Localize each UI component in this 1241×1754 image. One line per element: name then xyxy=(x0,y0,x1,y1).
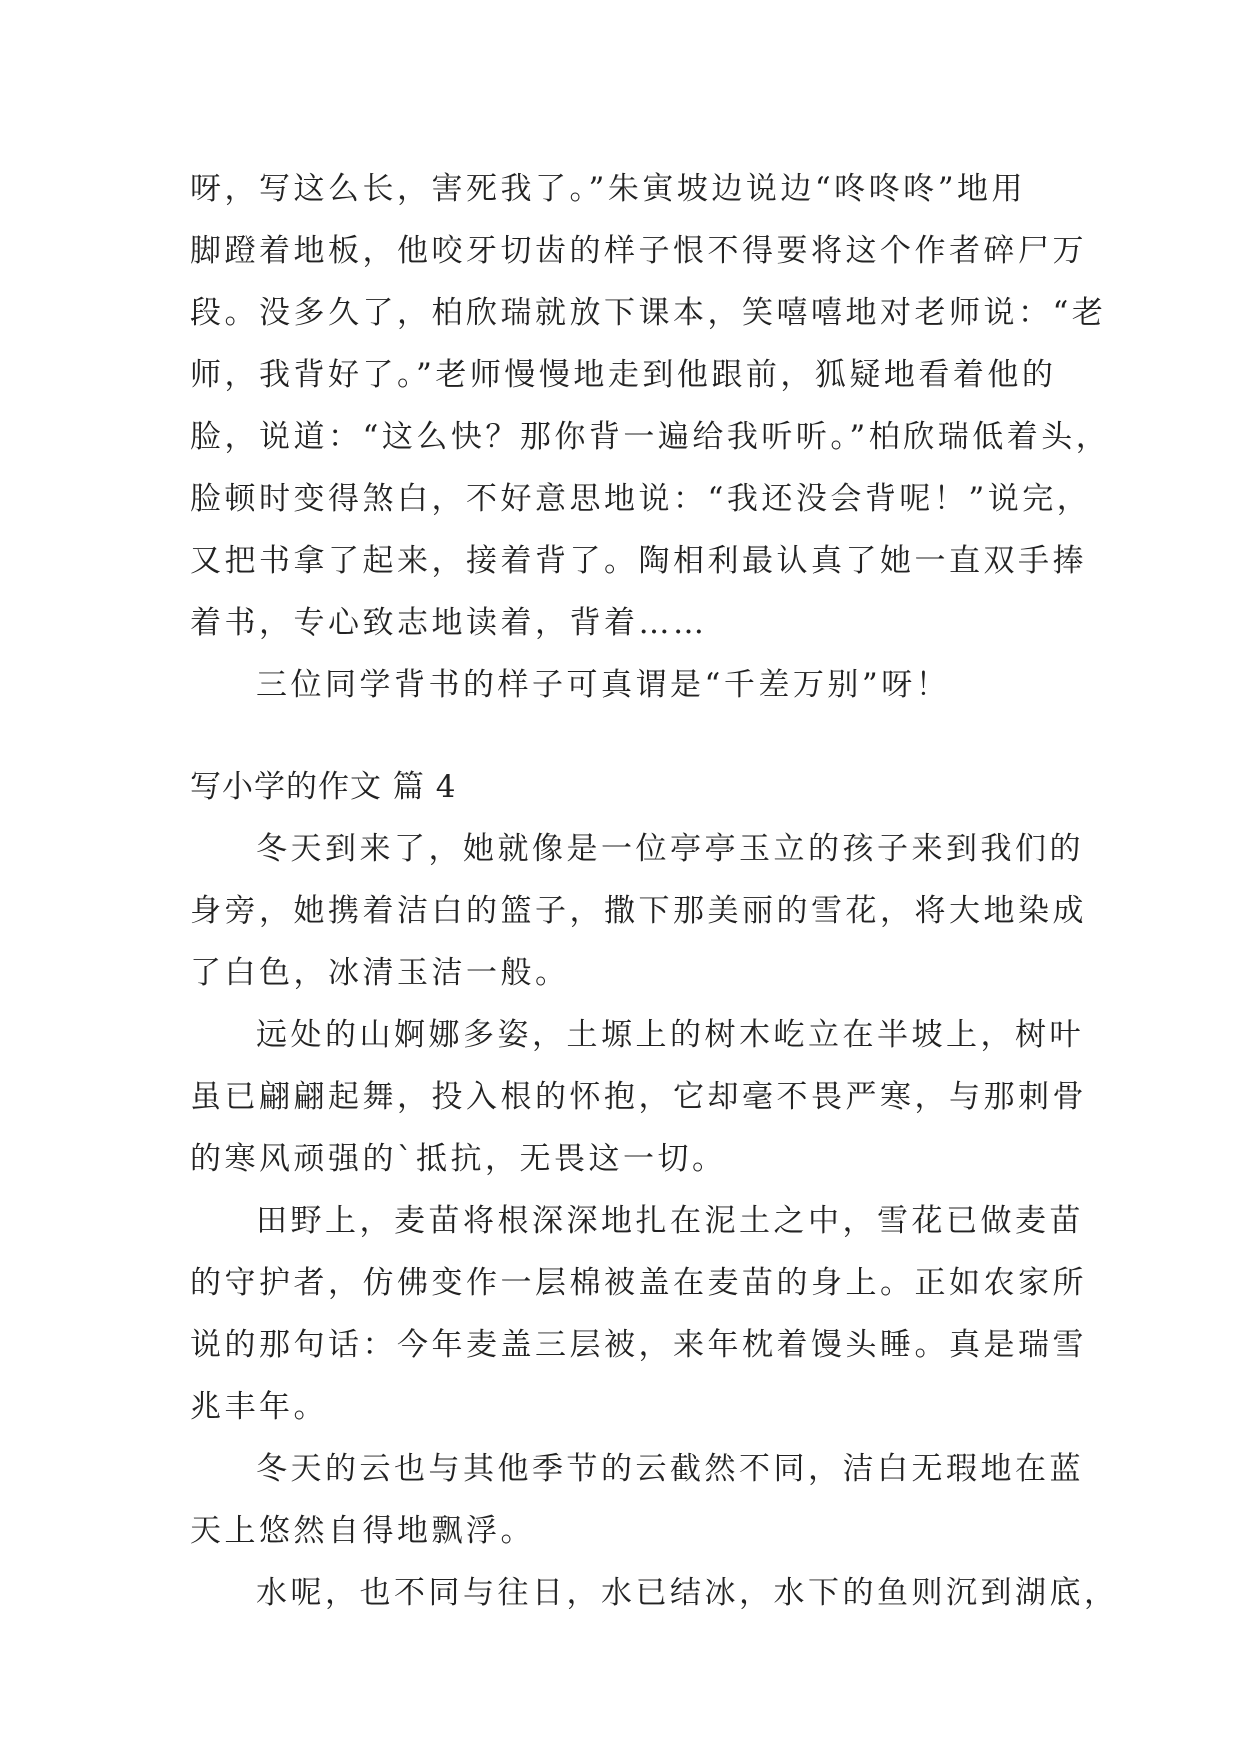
text-line: 说的那句话：今年麦盖三层被，来年枕着馒头睡。真是瑞雪 xyxy=(190,1327,1087,1363)
text-line: 师，我背好了。”老师慢慢地走到他跟前，狐疑地看着他的 xyxy=(190,357,1057,393)
section-gap xyxy=(190,716,1060,756)
paragraph xyxy=(190,1438,1084,1562)
text-line: 的守护者，仿佛变作一层棉被盖在麦苗的身上。正如农家所 xyxy=(190,1265,1087,1301)
text-line: 冬天到来了，她就像是一位亭亭玉立的孩子来到我们的 xyxy=(256,831,1084,867)
continued-paragraph xyxy=(190,158,1111,654)
text-line: 脸顿时变得煞白，不好意思地说：“我还没会背呢！”说完， xyxy=(190,481,1092,517)
text-line: 田野上，麦苗将根深深地扎在泥土之中，雪花已做麦苗 xyxy=(256,1203,1084,1239)
text-line: 天上悠然自得地飘浮。 xyxy=(190,1513,535,1549)
text-line: 远处的山婀娜多姿，土塬上的树木屹立在半坡上，树叶 xyxy=(256,1017,1084,1053)
text-line: 冬天的云也与其他季节的云截然不同，洁白无瑕地在蓝 xyxy=(256,1451,1084,1487)
text-line: 脚蹬着地板，他咬牙切齿的样子恨不得要将这个作者碎尸万 xyxy=(190,233,1087,269)
text-line: 的寒风顽强的`抵抗，无畏这一切。 xyxy=(190,1141,727,1177)
paragraph xyxy=(190,818,1087,1004)
text-line: 脸，说道：“这么快？那你背一遍给我听听。”柏欣瑞低着头， xyxy=(190,419,1111,455)
text-line: 又把书拿了起来，接着背了。陶相利最认真了她一直双手捧 xyxy=(190,543,1087,579)
paragraph xyxy=(190,1004,1087,1190)
text-line: 段。没多久了，柏欣瑞就放下课本，笑嘻嘻地对老师说：“老 xyxy=(190,295,1107,331)
paragraph xyxy=(190,1190,1087,1438)
text-line: 着书，专心致志地读着，背着…… xyxy=(190,605,708,641)
text-line: 虽已翩翩起舞，投入根的怀抱，它却毫不畏严寒，与那刺骨 xyxy=(190,1079,1087,1115)
section-title: 写小学的作文 篇 4 xyxy=(190,769,457,805)
text-line: 兆丰年。 xyxy=(190,1389,328,1425)
document-body xyxy=(190,158,1119,1624)
text-line: 呀，写这么长，害死我了。”朱寅坡边说边“咚咚咚”地用 xyxy=(190,171,1027,207)
summary-line: 三位同学背书的样子可真谓是“千差万别”呀！ xyxy=(256,667,951,703)
text-line: 了白色，冰清玉洁一般。 xyxy=(190,955,570,991)
text-line: 身旁，她携着洁白的篮子，撒下那美丽的雪花，将大地染成 xyxy=(190,893,1087,929)
paragraph xyxy=(190,1562,1119,1624)
text-line: 水呢，也不同与往日，水已结冰，水下的鱼则沉到湖底， xyxy=(256,1575,1119,1611)
